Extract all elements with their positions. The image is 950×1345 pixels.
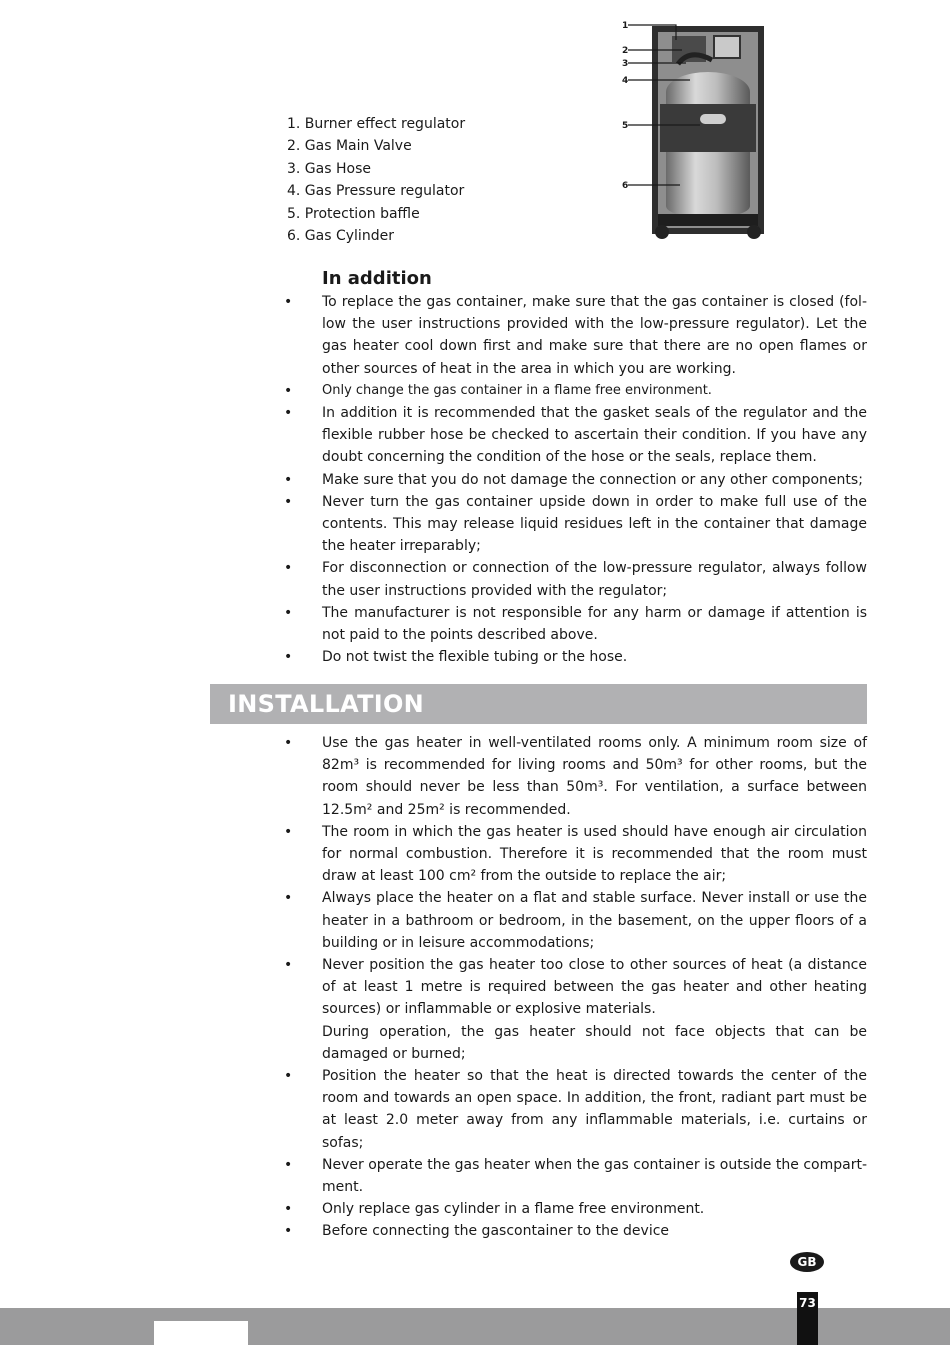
list-item-text: Position the heater so that the heat is directed towards the center of the room and towards an open space. In addition, the front, radiant part must be at least 2.0 meter away from any inflammable materials, i.e. curtains or sofas;: [322, 1068, 867, 1151]
list-item: [0, 821, 867, 888]
bullet-icon: •: [284, 471, 293, 488]
bullet-icon: •: [284, 1156, 293, 1173]
in-addition-list: [0, 291, 867, 668]
list-item-text: In addition it is recommended that the gasket seals of the regulator and the flexible rubber hose be checked to ascertain their condition. If you have any doubt concerning the condition of the hose or the seals, replace them.: [322, 405, 867, 466]
figure-callout: 1: [622, 21, 629, 31]
bullet-icon: •: [284, 405, 293, 422]
list-item: [0, 646, 867, 668]
list-item-text: Always place the heater on a flat and stable surface. Never install or use the heater in a bathroom or bedroom, in the basement, on the upper floors of a building or in leisure accommodations;: [322, 890, 867, 951]
bullet-icon: •: [284, 294, 293, 310]
bullet-icon: •: [284, 823, 293, 840]
list-item-text: Never operate the gas heater when the gas container is outside the compart-ment.: [322, 1156, 867, 1196]
bullet-icon: •: [284, 1201, 293, 1218]
list-item: [0, 887, 867, 954]
list-item-text: For disconnection or connection of the low-pressure regulator, always follow the user instructions provided with the regulator;: [322, 560, 867, 599]
bullet-icon: •: [284, 957, 293, 974]
figure-callout: 4: [622, 76, 629, 86]
list-item: [0, 1154, 867, 1198]
parts-list-item: 6. Gas Cylinder: [287, 227, 394, 244]
list-item: [0, 1220, 867, 1242]
bullet-icon: •: [284, 890, 293, 907]
list-item: [0, 291, 867, 380]
figure-callout: 3: [622, 59, 629, 69]
list-item: [0, 954, 867, 1065]
parts-list-item: 1. Burner effect regulator: [287, 116, 466, 132]
installation-heading: INSTALLATION: [210, 684, 867, 724]
list-item-text: Never turn the gas container upside down in order to make full use of the contents. This may release liquid residues left in the container that damage the heater irreparably;: [322, 493, 867, 555]
in-addition-heading: In addition: [322, 268, 432, 289]
bullet-icon: •: [284, 735, 293, 751]
bullet-icon: •: [284, 560, 293, 577]
list-item: [0, 491, 867, 558]
installation-list: [0, 732, 867, 1243]
bullet-icon: •: [284, 604, 293, 621]
parts-list-item: 2. Gas Main Valve: [287, 138, 412, 155]
list-item: [0, 380, 867, 402]
list-item-text: Never position the gas heater too close to other sources of heat (a distance of at least 1 metre is required between the gas heater and other heating sources) or inflammable or explosive materials.: [322, 957, 867, 1018]
list-item-text: Only change the gas container in a flame free environment.: [322, 382, 712, 398]
list-item-text: To replace the gas container, make sure that the gas container is closed (fol-low the user instructions provided with the low-pressure regulator). Let the gas heater cool down first and make sure that there are no open flames or other sources of heat in the area in which you are working.: [322, 294, 867, 377]
list-item: [0, 557, 867, 601]
parts-list: [287, 113, 465, 247]
list-item: [0, 1198, 867, 1220]
list-item: [0, 1065, 867, 1154]
bullet-icon: •: [284, 1223, 293, 1240]
list-item-text: The manufacturer is not responsible for any harm or damage if attention is not paid to the points described above.: [322, 604, 867, 644]
list-item-text: Only replace gas cylinder in a flame free environment.: [322, 1201, 705, 1218]
page-number: 73: [797, 1292, 818, 1345]
bullet-icon: •: [284, 382, 293, 399]
list-item: [0, 732, 867, 821]
list-item: [0, 402, 867, 469]
list-item-continuation: During operation, the gas heater should not face objects that can be damaged or burned;: [322, 1023, 867, 1062]
parts-list-item: 3. Gas Hose: [287, 160, 371, 177]
list-item: [0, 469, 867, 491]
list-item: [0, 602, 867, 646]
list-item-text: Do not twist the flexible tubing or the hose.: [322, 649, 628, 666]
figure-callout: 2: [622, 46, 629, 56]
parts-list-item: 4. Gas Pressure regulator: [287, 183, 465, 200]
list-item-text: Make sure that you do not damage the connection or any other components;: [322, 471, 863, 488]
list-item-text: Use the gas heater in well-ventilated rooms only. A minimum room size of 82m³ is recommended for living rooms and 50m³ for other rooms, but the room should never be less than 50m³. For ventilation, a surface between 12.5m² and 25m² is recommended.: [322, 735, 867, 818]
bullet-icon: •: [284, 493, 293, 510]
figure-callout: 5: [622, 121, 629, 131]
language-badge: GB: [790, 1252, 824, 1272]
gas-heater-figure: [620, 18, 768, 242]
bullet-icon: •: [284, 649, 293, 666]
figure-callout: 6: [622, 181, 629, 191]
list-item-text: The room in which the gas heater is used should have enough air circulation for normal combustion. Therefore it is recommended that the room must draw at least 100 cm² from the outside to replace the air;: [322, 823, 867, 885]
footer-white-block: [154, 1321, 248, 1345]
list-item-text: Before connecting the gascontainer to the device: [322, 1223, 670, 1240]
bullet-icon: •: [284, 1068, 293, 1085]
parts-list-item: 5. Protection baffle: [287, 205, 420, 222]
